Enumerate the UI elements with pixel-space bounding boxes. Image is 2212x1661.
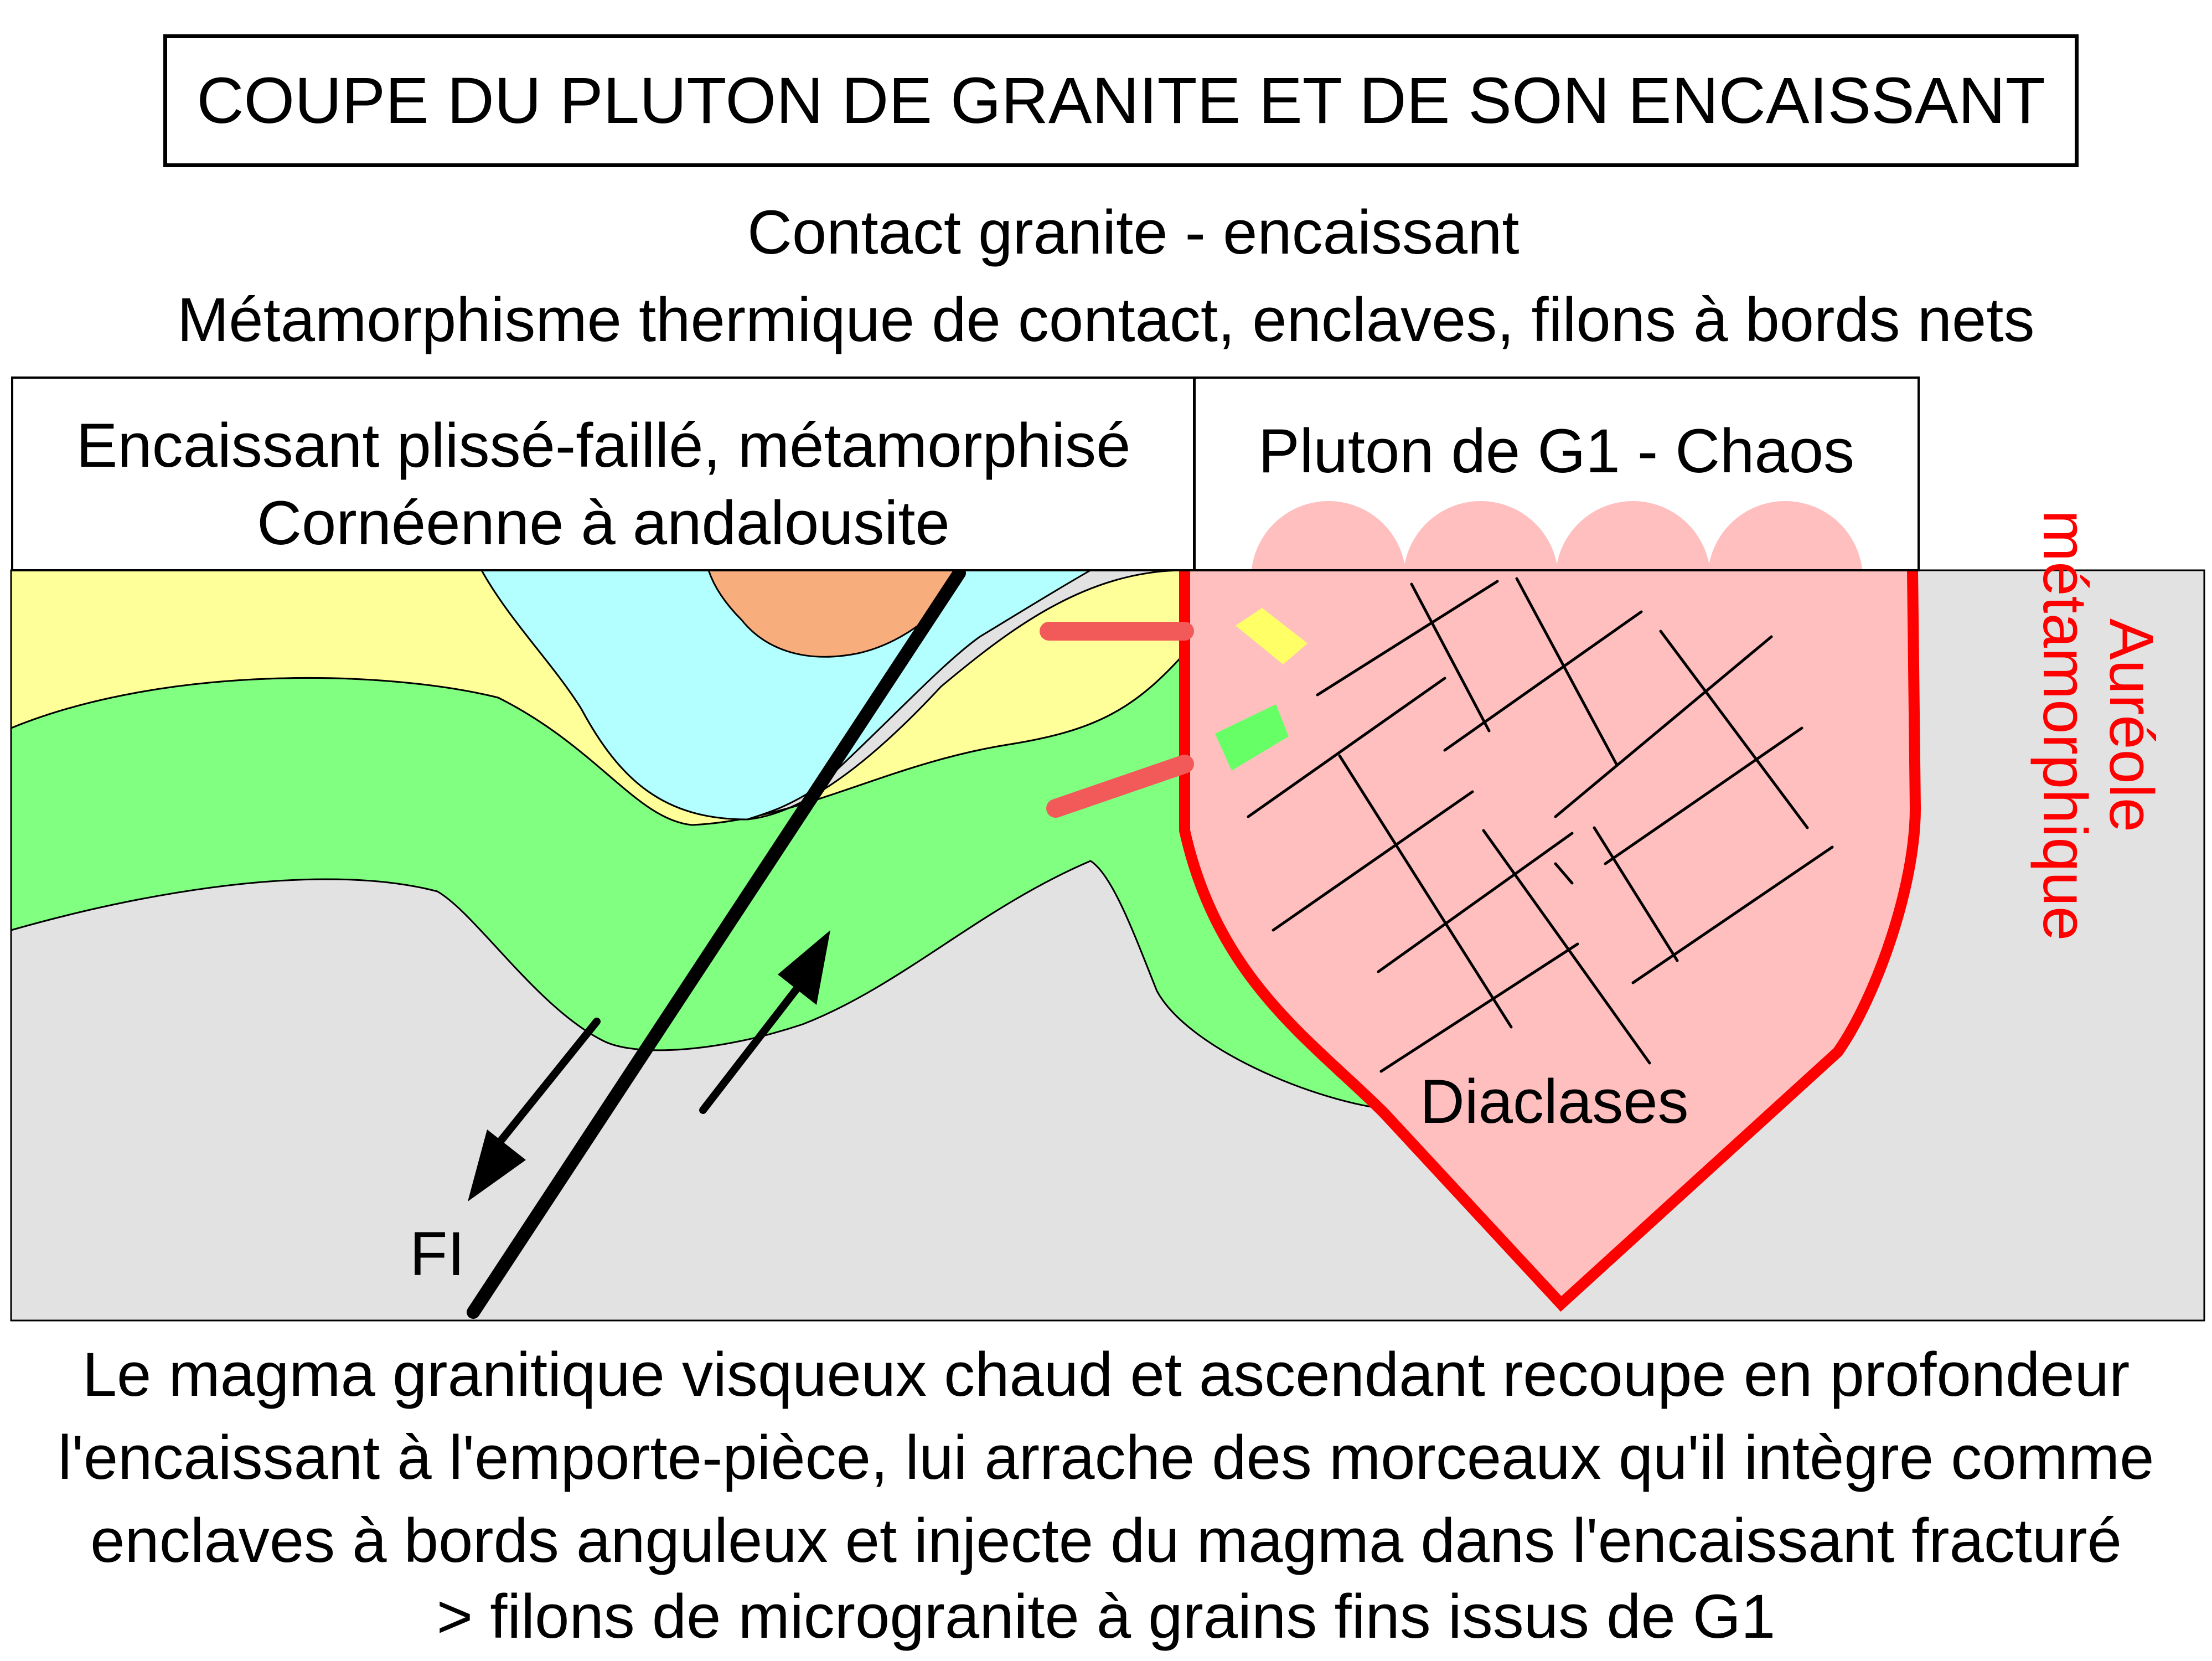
joints-label: Diaclases [1420,1067,1689,1136]
caption-line-1: Le magma granitique visqueux chaud et ascendant recoupe en profondeur [82,1340,2130,1409]
fault-label: FI [410,1219,465,1288]
subtitle-line-2: Métamorphisme thermique de contact, enclaves, filons à bords nets [177,285,2035,354]
aureole-line-1: Auréole [2097,618,2166,833]
encaissant-label-line-2: Cornéenne à andalousite [257,488,950,558]
caption-line-3: enclaves à bords anguleux et injecte du magma dans l'encaissant fracturé [90,1506,2122,1575]
encaissant-label-line-1: Encaissant plissé-faillé, métamorphisé [76,411,1131,480]
pluton-label: Pluton de G1 - Chaos [1258,416,1855,486]
aureole-line-2: métamorphique [2030,509,2100,941]
diagram-title: COUPE DU PLUTON DE GRANITE ET DE SON ENCAISSANT [197,64,2045,137]
subtitle-line-1: Contact granite - encaissant [747,198,1520,267]
caption-line-2: l'encaissant à l'emporte-pièce, lui arrache des morceaux qu'il intègre comme [58,1423,2154,1492]
caption-line-4: > filons de microgranite à grains fins issus de G1 [436,1582,1776,1651]
